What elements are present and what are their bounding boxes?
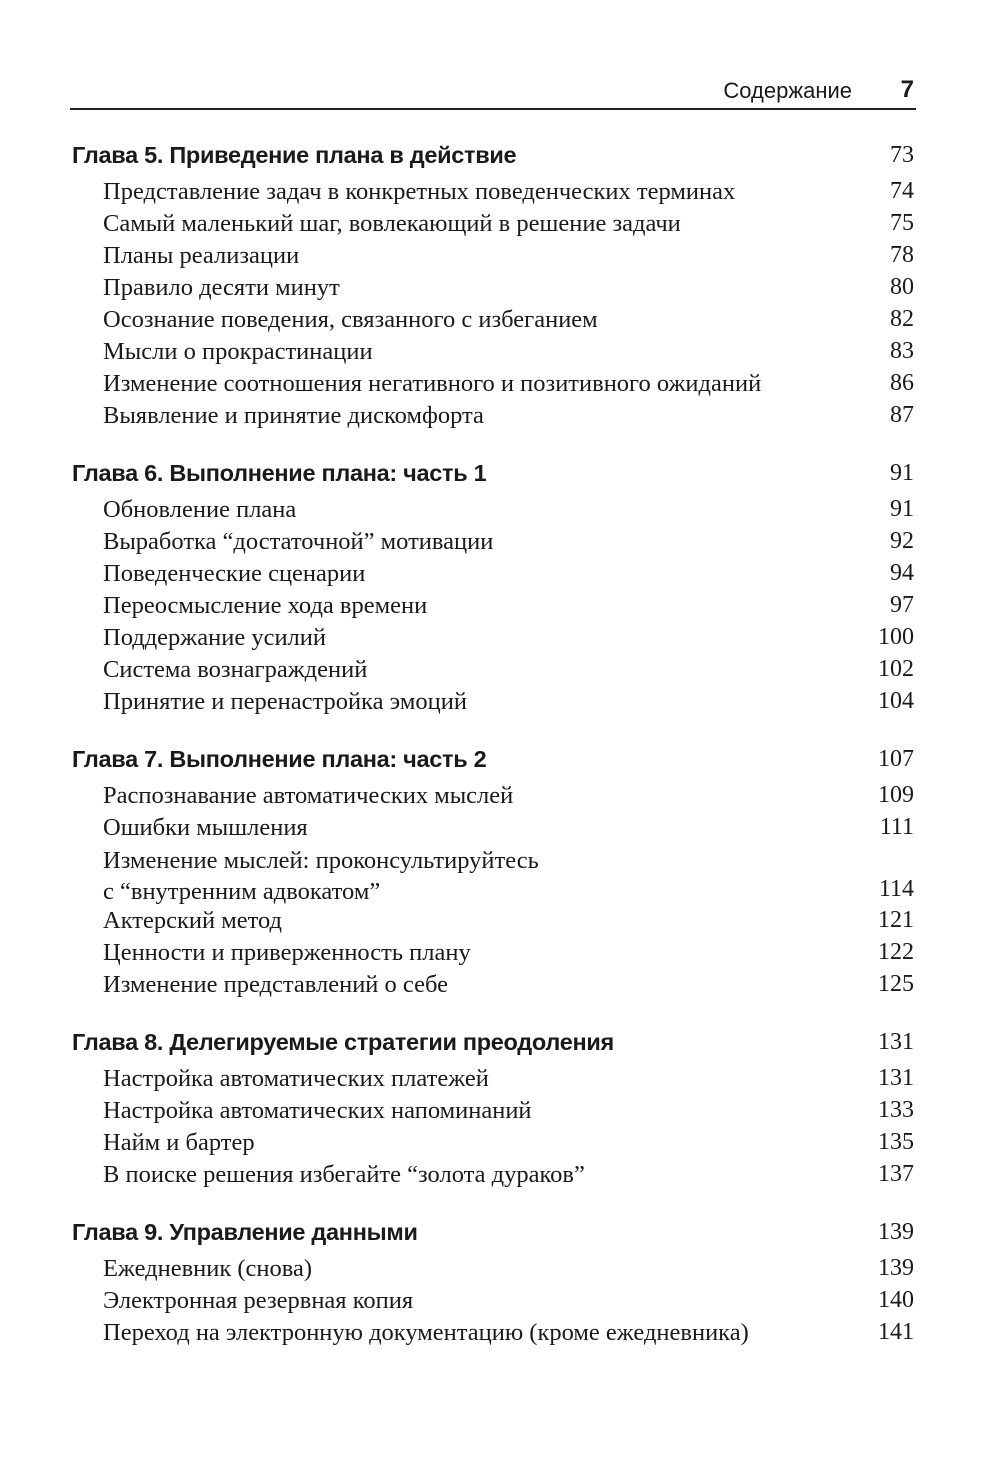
entry-page: 86 [890, 370, 914, 396]
entry-page: 133 [878, 1097, 914, 1123]
chapter-page: 91 [890, 460, 914, 486]
toc-entry [103, 1319, 916, 1351]
toc-entry [103, 971, 916, 1003]
toc-entry [103, 1287, 916, 1319]
toc-entry [103, 1129, 916, 1161]
chapter-page: 107 [878, 746, 914, 772]
chapter-title: Глава 8. Делегируемые стратегии преодоления [72, 1029, 614, 1055]
toc-entry [103, 1097, 916, 1129]
entry-page: 104 [878, 688, 914, 714]
toc-entry [103, 656, 916, 688]
toc-entry [103, 624, 916, 656]
entry-page: 131 [878, 1065, 914, 1091]
toc-entry [103, 210, 916, 242]
entry-page: 83 [890, 338, 914, 364]
chapter-9-heading [70, 1219, 916, 1251]
toc-entry [103, 496, 916, 528]
entry-title: Настройка автоматических напоминаний [103, 1097, 532, 1124]
running-header [70, 78, 916, 110]
toc-entry [103, 1065, 916, 1097]
entry-page: 82 [890, 306, 914, 332]
toc-entry [103, 402, 916, 434]
chapter-8-heading [70, 1029, 916, 1061]
entry-title: Настройка автоматических платежей [103, 1065, 489, 1092]
entry-page: 75 [890, 210, 914, 236]
chapter-6-heading [70, 460, 916, 492]
entry-title: Планы реализации [103, 242, 300, 269]
chapter-5-heading [70, 142, 916, 174]
entry-page: 74 [890, 178, 914, 204]
entry-title: Ежедневник (снова) [103, 1255, 313, 1282]
entry-title: Принятие и перенастройка эмоций [103, 688, 467, 715]
entry-page: 122 [878, 939, 914, 965]
entry-title-line: с “внутренним адвокатом” [103, 878, 381, 905]
entry-title: Изменение соотношения негативного и позитивного ожиданий [103, 370, 762, 397]
toc-entry [103, 178, 916, 210]
entry-page: 97 [890, 592, 914, 618]
toc-entry [103, 688, 916, 720]
entry-title-line: Изменение мыслей: проконсультируйтесь [103, 847, 539, 874]
chapter-title: Глава 6. Выполнение плана: часть 1 [72, 460, 487, 486]
toc-entry [103, 242, 916, 274]
entry-title: Электронная резервная копия [103, 1287, 414, 1314]
entry-title: Найм и бартер [103, 1129, 255, 1156]
entry-page: 135 [878, 1129, 914, 1155]
entry-title: В поиске решения избегайте “золота дураков” [103, 1161, 585, 1188]
entry-page: 92 [890, 528, 914, 554]
entry-title: Осознание поведения, связанного с избеганием [103, 306, 598, 333]
entry-page: 87 [890, 402, 914, 428]
toc-entry [103, 592, 916, 624]
chapter-title: Глава 7. Выполнение плана: часть 2 [72, 746, 487, 772]
toc-entry [103, 814, 916, 846]
chapter-page: 131 [878, 1029, 914, 1055]
entry-title: Переосмысление хода времени [103, 592, 428, 619]
chapter-page: 73 [890, 142, 914, 168]
toc-entry [103, 939, 916, 971]
entry-title: Распознавание автоматических мыслей [103, 782, 514, 809]
entry-page: 114 [878, 876, 914, 902]
running-header-title: Содержание [723, 78, 852, 103]
toc-entry [103, 306, 916, 338]
toc-entry [103, 560, 916, 592]
entry-page: 80 [890, 274, 914, 300]
entry-page: 91 [890, 496, 914, 522]
entry-page: 125 [878, 971, 914, 997]
entry-title: Ошибки мышления [103, 814, 308, 841]
toc-entry [103, 274, 916, 306]
toc-entry [103, 1255, 916, 1287]
toc-entry [103, 338, 916, 370]
entry-page: 78 [890, 242, 914, 268]
entry-title: Представление задач в конкретных поведенческих терминах [103, 178, 736, 205]
entry-title: Система вознаграждений [103, 656, 368, 683]
entry-page: 139 [878, 1255, 914, 1281]
entry-page: 111 [879, 814, 914, 840]
toc-entry [103, 370, 916, 402]
entry-title: Выработка “достаточной” мотивации [103, 528, 494, 555]
toc-entry [103, 1161, 916, 1193]
page-number: 7 [900, 76, 914, 103]
entry-title: Поведенческие сценарии [103, 560, 366, 587]
entry-page: 141 [878, 1319, 914, 1345]
entry-title: Поддержание усилий [103, 624, 327, 651]
entry-page: 94 [890, 560, 914, 586]
entry-title: Изменение представлений о себе [103, 971, 448, 998]
entry-title: Правило десяти минут [103, 274, 340, 301]
entry-page: 109 [878, 782, 914, 808]
entry-title: Актерский метод [103, 907, 283, 934]
entry-title: Ценности и приверженность плану [103, 939, 471, 966]
entry-page: 100 [878, 624, 914, 650]
entry-page: 137 [878, 1161, 914, 1187]
entry-page: 102 [878, 656, 914, 682]
toc-entry [103, 907, 916, 939]
chapter-title: Глава 5. Приведение плана в действие [72, 142, 517, 168]
entry-title: Обновление плана [103, 496, 297, 523]
chapter-7-heading [70, 746, 916, 778]
entry-title: Мысли о прокрастинации [103, 338, 373, 365]
entry-title: Выявление и принятие дискомфорта [103, 402, 484, 429]
entry-title: Переход на электронную документацию (кроме ежедневника) [103, 1319, 749, 1346]
chapter-title: Глава 9. Управление данными [72, 1219, 418, 1245]
toc-entry [103, 845, 916, 907]
toc-entry [103, 782, 916, 814]
entry-title: Самый маленький шаг, вовлекающий в решение задачи [103, 210, 681, 237]
entry-title [103, 845, 539, 907]
toc-entry [103, 528, 916, 560]
chapter-page: 139 [878, 1219, 914, 1245]
entry-page: 140 [878, 1287, 914, 1313]
entry-page: 121 [878, 907, 914, 933]
